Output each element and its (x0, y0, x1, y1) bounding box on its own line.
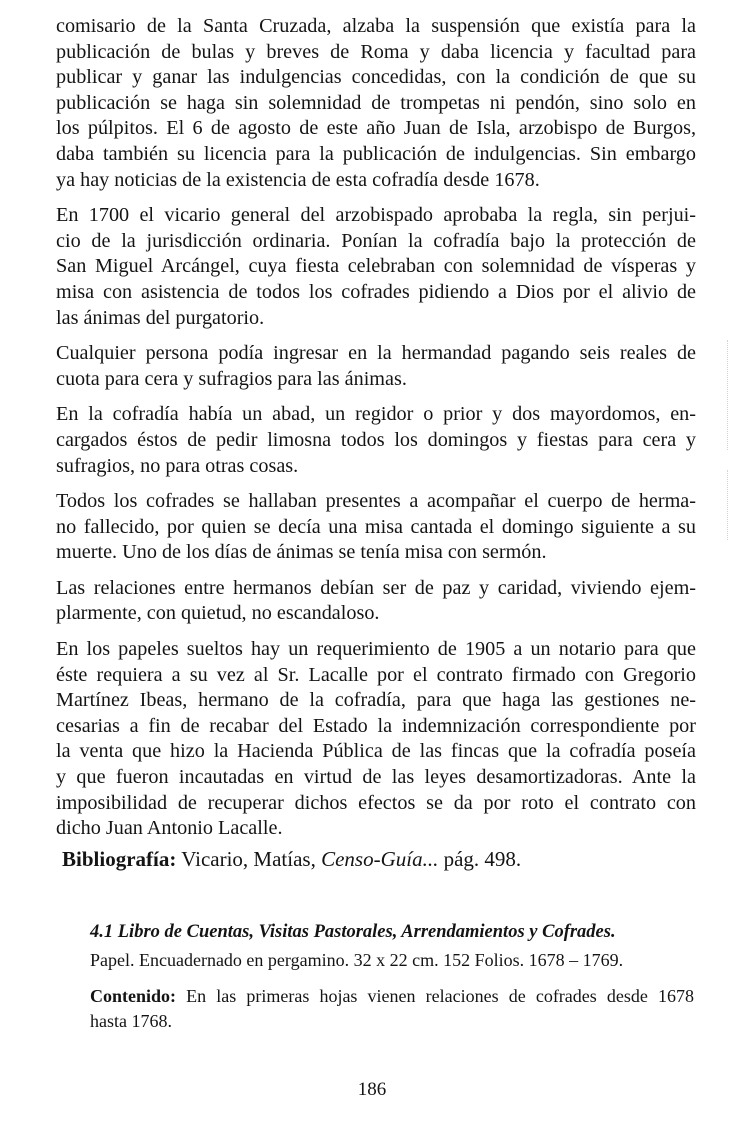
section-content (90, 984, 694, 1034)
paragraph-requerimiento (56, 637, 696, 842)
scan-artifact (727, 470, 738, 540)
text-line: las ánimas del purgatorio. (56, 306, 265, 329)
text-line: y que fueron incautadas en virtud de las leyes desamortizadoras. Ante la (56, 766, 696, 789)
page-number: 186 (357, 1079, 387, 1100)
text-line: imposibilidad de recuperar dichos efectos se da por roto el contrato con (56, 791, 696, 814)
text-line: cuota para cera y sufragios para las ánimas. (56, 367, 407, 390)
text-line: En la cofradía había un abad, un regidor o prior y dos mayordomos, en- (56, 403, 696, 426)
text-line: comisario de la Santa Cruzada, alzaba la suspensión que existía para la (56, 15, 696, 37)
text-line: En los papeles sueltos hay un requerimiento de 1905 a un notario para que (56, 638, 696, 661)
text-line: la venta que hizo la Hacienda Pública de las fincas que la cofradía poseía (56, 740, 696, 763)
scan-artifact (727, 340, 738, 450)
text-line: misa con asistencia de todos los cofrades pidiendo a Dios por el alivio de (56, 280, 696, 303)
bibliography-work: Censo-Guía... (321, 847, 439, 871)
paragraph-ingreso (56, 341, 696, 392)
paragraph-cruzada (56, 14, 696, 193)
paragraph-difuntos (56, 489, 696, 566)
catalog-entry (90, 920, 702, 1034)
body-text (56, 14, 696, 852)
text-line: San Miguel Arcángel, cuya fiesta celebraban con solemnidad de vísperas y (56, 255, 696, 278)
text-line: Las relaciones entre hermanos debían ser de paz y caridad, viviendo ejem- (56, 576, 696, 599)
paragraph-cargos (56, 402, 696, 479)
text-line: plarmente, con quietud, no escandaloso. (56, 602, 380, 625)
text-line: no fallecido, por quien se decía una misa cantada el domingo siguiente a su (56, 515, 696, 538)
bibliography (62, 846, 521, 872)
text-line: éste requiera a su vez al Sr. Lacalle por el contrato firmado con Gregorio (56, 663, 696, 686)
text-line: dicho Juan Antonio Lacalle. (56, 817, 283, 840)
text-line: En 1700 el vicario general del arzobispado aprobaba la regla, sin perjui- (56, 204, 696, 227)
text-line: daba también su licencia para la publicación de indulgencias. Sin embargo (56, 142, 696, 165)
paragraph-relaciones (56, 576, 696, 627)
section-title: 4.1 Libro de Cuentas, Visitas Pastorales, Arrendamientos y Cofrades. (90, 922, 616, 942)
text-line: publicación de bulas y breves de Roma y daba licencia y facultad para (56, 40, 696, 63)
content-line: hasta 1768. (90, 1011, 172, 1031)
text-line: Cualquier persona podía ingresar en la hermandad pagando seis reales de (56, 342, 696, 365)
text-line: cio de la jurisdicción ordinaria. Ponían la cofradía bajo la protección de (56, 229, 696, 252)
text-line: sufragios, no para otras cosas. (56, 454, 299, 477)
text-line: cesarias a fin de recabar del Estado la indemnización correspondiente por (56, 714, 696, 737)
text-line: cargados éstos de pedir limosna todos los domingos y fiestas para cera y (56, 428, 696, 451)
text-line: Martínez Ibeas, hermano de la cofradía, para que haga las gestiones ne- (56, 689, 696, 712)
section-description: Papel. Encuadernado en pergamino. 32 x 22 cm. 152 Folios. 1678 – 1769. (90, 950, 624, 970)
content-line (90, 984, 694, 1009)
paragraph-regla (56, 203, 696, 331)
text-line: los púlpitos. El 6 de agosto de este año Juan de Isla, arzobispo de Burgos, (56, 117, 696, 140)
text-line: muerte. Uno de los días de ánimas se tenía misa con sermón. (56, 541, 547, 564)
content-label: Contenido: (90, 986, 177, 1006)
text-line: publicación se haga sin solemnidad de trompetas ni pendón, sino solo en (56, 91, 696, 114)
text-line: ya hay noticias de la existencia de esta cofradía desde 1678. (56, 168, 540, 191)
text-line: publicar y ganar las indulgencias concedidas, con la condición de que su (56, 66, 696, 89)
content-text: En las primeras hojas vienen relaciones de cofrades desde 1678 (186, 986, 694, 1006)
bibliography-author: Vicario, Matías, (181, 847, 316, 871)
bibliography-label: Bibliografía: (62, 847, 177, 871)
text-line: Todos los cofrades se hallaban presentes a acompañar el cuerpo de herma- (56, 490, 696, 513)
bibliography-page: pág. 498. (443, 847, 522, 871)
